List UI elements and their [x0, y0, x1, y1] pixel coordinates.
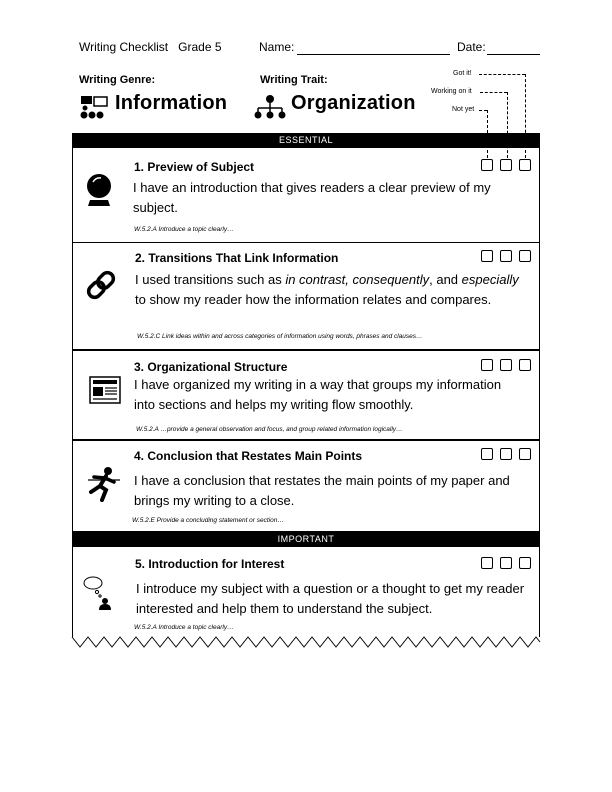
key-not-yet: Not yet — [452, 106, 475, 113]
item-2-got-it-checkbox[interactable] — [519, 250, 531, 262]
item-2-body — [135, 270, 525, 310]
key-got-it-leader — [479, 74, 525, 75]
item-1-standard: W.5.2.A Introduce a topic clearly… — [134, 226, 234, 233]
checklist-title — [79, 40, 222, 54]
item-3-standard: W.5.2.A …provide a general observation and focus, and group related information logically… — [136, 426, 403, 433]
thought-bubble-icon — [82, 575, 114, 611]
item-2-not-yet-checkbox[interactable] — [481, 250, 493, 262]
item-1-body: I have an introduction that gives readers a clear preview of my subject. — [133, 180, 491, 215]
item-2-working-checkbox[interactable] — [500, 250, 512, 262]
genre-value: Information — [115, 92, 228, 114]
torn-edge — [71, 633, 541, 651]
information-icon — [80, 94, 110, 120]
date-label: Date: — [457, 40, 486, 54]
item-3-not-yet-checkbox[interactable] — [481, 359, 493, 371]
item-1-working-checkbox[interactable] — [500, 159, 512, 171]
item-5-working-checkbox[interactable] — [500, 557, 512, 569]
organization-icon — [254, 94, 286, 120]
item-5-not-yet-checkbox[interactable] — [481, 557, 493, 569]
checklist-title-text: Writing Checklist — [79, 40, 169, 54]
item-2-body-text-c: to show my reader how the information relates and compares. — [135, 292, 492, 307]
date-field[interactable] — [487, 54, 540, 55]
key-working-on-it: Working on it — [431, 88, 472, 95]
item-4-working-checkbox[interactable] — [500, 448, 512, 460]
item-2-title: 2. Transitions That Link Information — [135, 251, 339, 265]
item-5-body: I introduce my subject with a question or a thought to get my reader interested and help them to understand the subject. — [136, 581, 525, 616]
crystal-ball-icon — [84, 172, 114, 208]
item-3-working-checkbox[interactable] — [500, 359, 512, 371]
item-4-title: 4. Conclusion that Restates Main Points — [134, 449, 363, 463]
trait-value: Organization — [291, 92, 416, 114]
chain-link-icon — [84, 268, 118, 302]
name-field[interactable] — [297, 54, 450, 55]
trait-label: Writing Trait: — [260, 74, 328, 86]
important-banner: IMPORTANT — [72, 531, 540, 547]
item-5-got-it-checkbox[interactable] — [519, 557, 531, 569]
item-4-not-yet-checkbox[interactable] — [481, 448, 493, 460]
item-2-body-italic-a: in contrast, consequently — [285, 272, 430, 287]
item-2-body-text-a: I used transitions such as — [135, 272, 286, 287]
item-4-got-it-checkbox[interactable] — [519, 448, 531, 460]
name-label: Name: — [259, 40, 295, 54]
item-5-right-edge — [539, 547, 540, 637]
key-not-yet-leader — [479, 110, 487, 111]
key-got-it: Got it! — [453, 70, 472, 77]
genre-label: Writing Genre: — [79, 74, 156, 86]
item-2-body-italic-b: especially — [461, 272, 519, 287]
item-3-got-it-checkbox[interactable] — [519, 359, 531, 371]
item-2-standard: W.5.2.C Link ideas within and across categories of information using words, phrases and clauses… — [137, 333, 423, 340]
item-2-body-text-b: , and — [429, 272, 462, 287]
grade-text: Grade 5 — [178, 40, 222, 54]
item-5-title: 5. Introduction for Interest — [135, 557, 285, 571]
item-3-title: 3. Organizational Structure — [134, 360, 288, 374]
item-4-standard: W.5.2.E Provide a concluding statement or section… — [132, 517, 284, 524]
key-working-leader — [480, 92, 507, 93]
newspaper-icon — [89, 376, 121, 404]
item-5-standard: W.5.2.A Introduce a topic clearly… — [134, 624, 234, 631]
item-5-left-edge — [72, 547, 73, 637]
item-4-body: I have a conclusion that restates the main points of my paper and brings my writing to a close. — [134, 473, 510, 508]
essential-banner: ESSENTIAL — [72, 133, 540, 148]
item-1-got-it-checkbox[interactable] — [519, 159, 531, 171]
item-1-title: 1. Preview of Subject — [134, 160, 255, 174]
running-person-icon — [86, 466, 122, 502]
item-1-not-yet-checkbox[interactable] — [481, 159, 493, 171]
item-3-body: I have organized my writing in a way that groups my information into sections and helps my writing flow smoothly. — [134, 377, 502, 412]
